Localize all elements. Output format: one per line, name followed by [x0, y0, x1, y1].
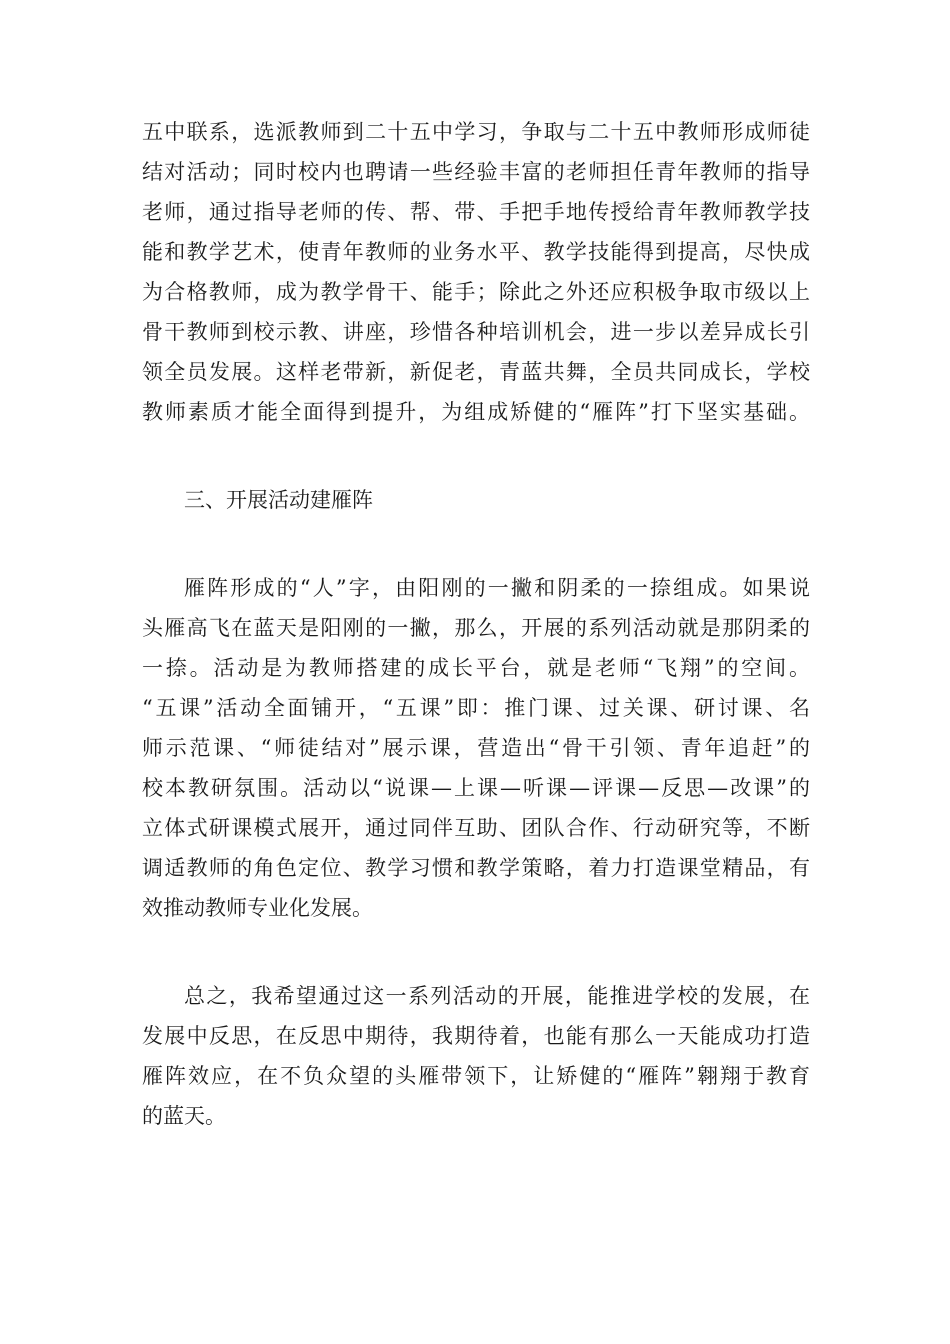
section-heading-wrapper — [142, 480, 810, 520]
text-line: 教师素质才能全面得到提升，为组成矫健的“雁阵”打下坚实基础。 — [142, 400, 810, 424]
text-line: 雁阵效应，在不负众望的头雁带领下，让矫健的“雁阵”翱翔于教育 — [142, 1064, 810, 1088]
text-line: 雁阵形成的“人”字，由阳刚的一撇和阴柔的一捺组成。如果说 — [184, 576, 810, 600]
paragraph-activities — [142, 568, 810, 928]
text-line: “五课”活动全面铺开，“五课”即：推门课、过关课、研讨课、名 — [142, 696, 810, 720]
text-line: 老师，通过指导老师的传、帮、带、手把手地传授给青年教师教学技 — [142, 200, 810, 224]
paragraph-gap — [142, 928, 810, 976]
text-line: 师示范课、“师徒结对”展示课，营造出“骨干引领、青年追赶”的 — [142, 736, 810, 760]
text-line: 一捺。活动是为教师搭建的成长平台，就是老师“飞翔”的空间。 — [142, 656, 810, 680]
text-line: 能和教学艺术，使青年教师的业务水平、教学技能得到提高，尽快成 — [142, 240, 810, 264]
text-line: 立体式研课模式展开，通过同伴互助、团队合作、行动研究等，不断 — [142, 816, 810, 840]
text-line: 调适教师的角色定位、教学习惯和教学策略，着力打造课堂精品，有 — [142, 856, 810, 880]
text-line: 五中联系，选派教师到二十五中学习，争取与二十五中教师形成师徒 — [142, 120, 810, 144]
paragraph-gap — [142, 520, 810, 568]
text-line: 头雁高飞在蓝天是阳刚的一撇，那么，开展的系列活动就是那阴柔的 — [142, 616, 810, 640]
text-line: 领全员发展。这样老带新，新促老，青蓝共舞，全员共同成长，学校 — [142, 360, 810, 384]
paragraph-teacher-mentoring — [142, 112, 810, 432]
text-line: 为合格教师，成为教学骨干、能手；除此之外还应积极争取市级以上 — [142, 280, 810, 304]
text-line: 结对活动；同时校内也聘请一些经验丰富的老师担任青年教师的指导 — [142, 160, 810, 184]
text-line: 发展中反思，在反思中期待，我期待着，也能有那么一天能成功打造 — [142, 1024, 810, 1048]
text-line: 校本教研氛围。活动以“说课—上课—听课—评课—反思—改课”的 — [142, 776, 810, 800]
text-line: 总之，我希望通过这一系列活动的开展，能推进学校的发展，在 — [184, 984, 810, 1008]
text-line: 骨干教师到校示教、讲座，珍惜各种培训机会，进一步以差异成长引 — [142, 320, 810, 344]
section-heading: 三、开展活动建雁阵 — [184, 488, 373, 512]
text-line: 的蓝天。 — [142, 1104, 226, 1128]
text-line: 效推动教师专业化发展。 — [142, 896, 373, 920]
document-page — [142, 112, 810, 1136]
paragraph-gap — [142, 432, 810, 480]
paragraph-conclusion — [142, 976, 810, 1136]
